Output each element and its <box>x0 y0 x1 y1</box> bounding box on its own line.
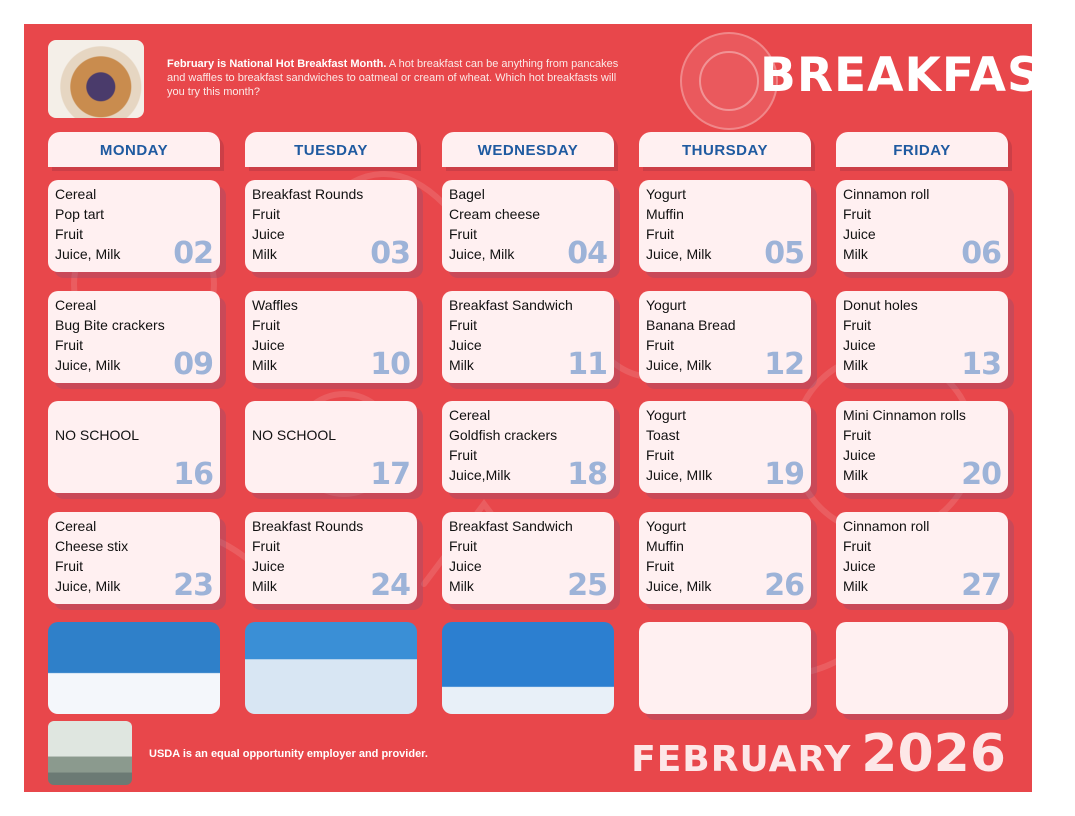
meal-list <box>646 405 712 485</box>
meal-list <box>646 184 711 264</box>
meal-item: Milk <box>843 246 868 262</box>
meal-item: Milk <box>843 357 868 373</box>
meal-item: Cheese stix <box>55 538 129 554</box>
menu-cell <box>48 512 220 604</box>
meal-item: Juice, MIlk <box>646 467 713 483</box>
menu-cell <box>48 401 220 493</box>
meal-item <box>252 405 336 425</box>
meal-list <box>55 295 165 375</box>
menu-cell <box>836 512 1008 604</box>
meal-list <box>252 516 363 596</box>
meal-item <box>55 405 139 425</box>
meal-item: Goldfish crackers <box>449 427 558 443</box>
meal-item: Juice <box>843 226 876 242</box>
meal-item: Cereal <box>55 297 97 313</box>
meal-item: Milk <box>843 467 868 483</box>
menu-cell <box>245 512 417 604</box>
menu-cell <box>836 180 1008 272</box>
menu-cell <box>639 291 811 383</box>
menu-cell <box>245 401 417 493</box>
meal-item: Donut holes <box>843 297 918 313</box>
meal-item: Mini Cinnamon rolls <box>843 407 966 423</box>
meal-item: Juice,Milk <box>449 467 511 483</box>
menu-cell <box>639 512 811 604</box>
page-title: BREAKFAST <box>760 48 1075 103</box>
meal-item: Milk <box>252 578 277 594</box>
day-header-tuesday: TUESDAY <box>245 132 417 167</box>
snowboarder-photo <box>48 622 220 714</box>
meal-list <box>646 295 736 375</box>
meal-item: Yogurt <box>646 518 686 534</box>
empty-cell <box>639 622 811 714</box>
meal-list <box>55 405 139 445</box>
meal-item: Milk <box>449 578 474 594</box>
meal-item: Juice, Milk <box>55 246 121 262</box>
date-number: 10 <box>370 347 410 382</box>
date-number: 11 <box>567 347 607 382</box>
meal-item: Banana Bread <box>646 317 736 333</box>
meal-item: Fruit <box>449 447 477 463</box>
meal-item: Bug Bite crackers <box>55 317 165 333</box>
menu-cell <box>639 401 811 493</box>
meal-item: Fruit <box>449 317 477 333</box>
usda-statement: USDA is an equal opportunity employer and provider. <box>149 748 428 760</box>
meal-item: Breakfast Rounds <box>252 186 364 202</box>
meal-item: Fruit <box>843 427 871 443</box>
meal-item: Fruit <box>55 226 83 242</box>
day-header-friday: FRIDAY <box>836 132 1008 167</box>
month-label: FEBRUARY <box>631 739 852 780</box>
meal-item: Fruit <box>55 558 83 574</box>
meal-item: Cream cheese <box>449 206 541 222</box>
meal-list <box>843 516 929 596</box>
date-number: 27 <box>961 568 1001 603</box>
date-number: 19 <box>764 457 804 492</box>
meal-item: Breakfast Sandwich <box>449 297 573 313</box>
date-number: 02 <box>173 236 213 271</box>
intro-text <box>167 57 627 99</box>
day-header-thursday: THURSDAY <box>639 132 811 167</box>
meal-item: Fruit <box>646 558 674 574</box>
meal-item: Juice, Milk <box>55 578 121 594</box>
meal-list <box>252 405 336 445</box>
meal-item: Cereal <box>55 518 97 534</box>
meal-item: Waffles <box>252 297 298 313</box>
meal-item: Cinnamon roll <box>843 186 930 202</box>
meal-item: Cereal <box>449 407 491 423</box>
meal-item: Muffin <box>646 206 684 222</box>
menu-calendar-sheet <box>24 24 1075 792</box>
meal-list <box>55 184 120 264</box>
date-number: 04 <box>567 236 607 271</box>
meal-item: Fruit <box>252 538 280 554</box>
meal-item: Toast <box>646 427 680 443</box>
ski-photo <box>442 622 614 714</box>
date-number: 09 <box>173 347 213 382</box>
meal-item: Yogurt <box>646 186 686 202</box>
empty-cell <box>836 622 1008 714</box>
menu-cell <box>48 180 220 272</box>
date-number: 17 <box>370 457 410 492</box>
day-header-monday: MONDAY <box>48 132 220 167</box>
meal-item: Juice, Milk <box>55 357 121 373</box>
date-number: 03 <box>370 236 410 271</box>
date-number: 24 <box>370 568 410 603</box>
meal-item: Juice <box>252 558 285 574</box>
meal-list <box>449 184 540 264</box>
meal-list <box>843 295 918 375</box>
meal-list <box>646 516 711 596</box>
date-number: 06 <box>961 236 1001 271</box>
pancakes-photo <box>48 40 144 118</box>
intro-bold: February is National Hot Breakfast Month. <box>167 58 387 70</box>
school-photo <box>48 721 132 785</box>
date-number: 20 <box>961 457 1001 492</box>
meal-item: Breakfast Sandwich <box>449 518 573 534</box>
menu-cell <box>836 291 1008 383</box>
meal-item: NO SCHOOL <box>252 427 337 443</box>
meal-item: Milk <box>449 357 474 373</box>
date-number: 13 <box>961 347 1001 382</box>
meal-item: Juice <box>449 558 482 574</box>
meal-item: Yogurt <box>646 407 686 423</box>
meal-list <box>449 516 573 596</box>
kids-skiing-photo <box>245 622 417 714</box>
meal-list <box>55 516 128 596</box>
year-label: 2026 <box>861 724 1006 784</box>
menu-cell <box>442 401 614 493</box>
meal-item: Juice, Milk <box>646 246 712 262</box>
meal-list <box>843 405 966 485</box>
meal-item: Fruit <box>252 317 280 333</box>
meal-item: Fruit <box>55 337 83 353</box>
date-number: 26 <box>764 568 804 603</box>
meal-list <box>843 184 929 264</box>
menu-cell <box>639 180 811 272</box>
date-number: 16 <box>173 457 213 492</box>
meal-item: Juice <box>843 447 876 463</box>
menu-cell <box>442 180 614 272</box>
meal-item: Fruit <box>252 206 280 222</box>
meal-item: Juice, Milk <box>646 357 712 373</box>
breakfast-icon-inner <box>699 51 759 111</box>
meal-item: Milk <box>252 246 277 262</box>
meal-item: Bagel <box>449 186 485 202</box>
menu-cell <box>48 291 220 383</box>
meal-item: Juice <box>843 337 876 353</box>
month-year-title <box>631 724 1006 784</box>
meal-item: Fruit <box>449 226 477 242</box>
date-number: 18 <box>567 457 607 492</box>
meal-item: Milk <box>252 357 277 373</box>
meal-item: Fruit <box>843 206 871 222</box>
meal-item: Fruit <box>646 337 674 353</box>
meal-item: Fruit <box>646 226 674 242</box>
meal-item: Juice <box>252 226 285 242</box>
meal-item: Pop tart <box>55 206 105 222</box>
date-number: 05 <box>764 236 804 271</box>
meal-item: Fruit <box>646 447 674 463</box>
meal-item: Breakfast Rounds <box>252 518 364 534</box>
day-header-wednesday: WEDNESDAY <box>442 132 614 167</box>
intro-body: A hot breakfast can be anything from pancakes and waffles to breakfast sandwiches to oatmeal or cream of wheat. Which hot breakfasts will you try this month? <box>167 58 619 98</box>
meal-item: Cereal <box>55 186 97 202</box>
meal-item: Muffin <box>646 538 684 554</box>
menu-cell <box>836 401 1008 493</box>
meal-item: Yogurt <box>646 297 686 313</box>
meal-item: Fruit <box>449 538 477 554</box>
menu-cell <box>245 291 417 383</box>
meal-list <box>449 295 573 375</box>
meal-list <box>449 405 557 485</box>
menu-cell <box>442 512 614 604</box>
meal-item: Juice, Milk <box>449 246 515 262</box>
meal-item: Milk <box>843 578 868 594</box>
meal-item: Juice, Milk <box>646 578 712 594</box>
date-number: 23 <box>173 568 213 603</box>
date-number: 25 <box>567 568 607 603</box>
meal-list <box>252 184 363 264</box>
menu-cell <box>245 180 417 272</box>
meal-item: Juice <box>252 337 285 353</box>
meal-item: Cinnamon roll <box>843 518 930 534</box>
meal-list <box>252 295 298 375</box>
meal-item: Juice <box>449 337 482 353</box>
meal-item: Juice <box>843 558 876 574</box>
meal-item: Fruit <box>843 317 871 333</box>
meal-item: NO SCHOOL <box>55 427 140 443</box>
menu-cell <box>442 291 614 383</box>
meal-item: Fruit <box>843 538 871 554</box>
date-number: 12 <box>764 347 804 382</box>
